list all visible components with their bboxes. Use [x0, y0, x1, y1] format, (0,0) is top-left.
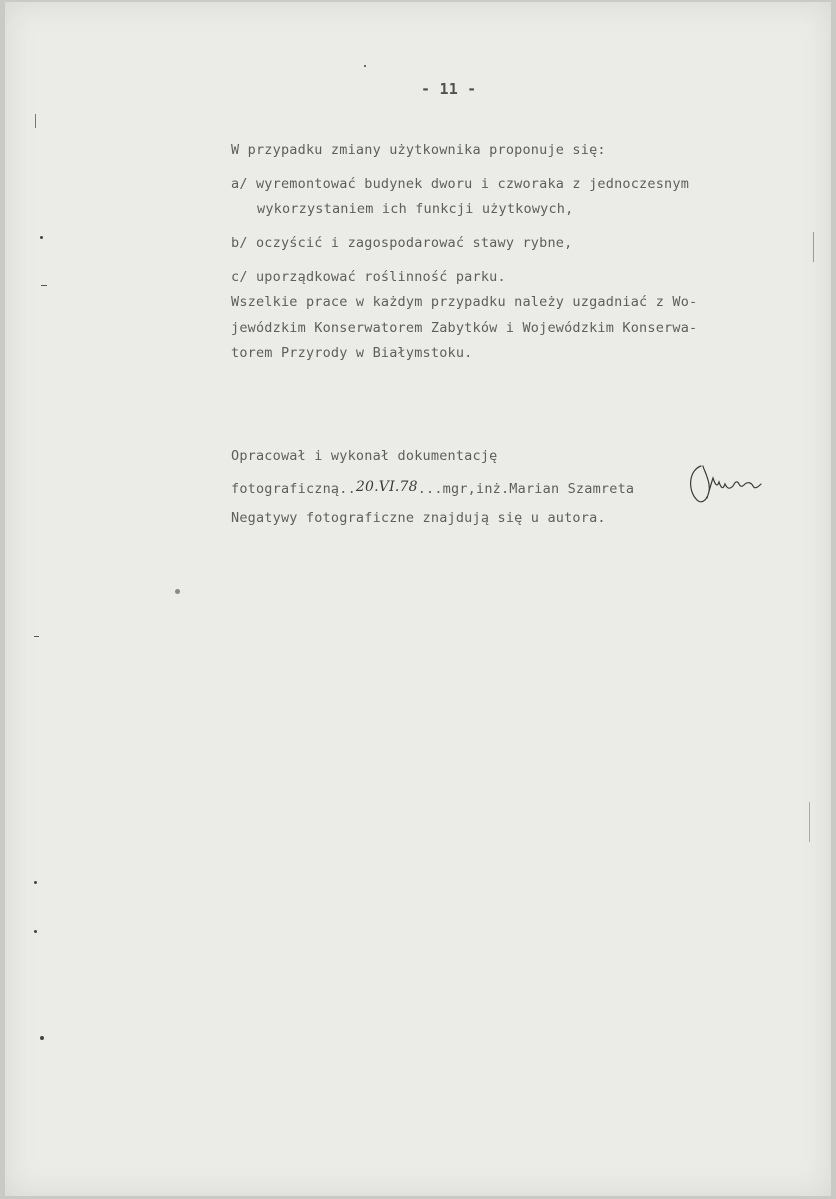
item-a-line1: a/ wyremontować budynek dworu i czworaka z jednoczesnym — [231, 176, 690, 192]
item-b-line: b/ oczyścić i zagospodarować stawy rybne, — [231, 235, 573, 251]
paper-spot — [175, 589, 180, 594]
paper-speck — [364, 65, 366, 67]
margin-dash — [41, 285, 47, 286]
author-line2-suffix: ...mgr,inż.Marian Szamreta — [417, 481, 635, 497]
handwritten-date: 20.VI.78 — [355, 479, 418, 495]
margin-dot — [34, 930, 37, 933]
edge-mark — [809, 802, 810, 842]
paragraph-line3: torem Przyrody w Białymstoku. — [231, 345, 473, 361]
item-c-line: c/ uporządkować roślinność parku. — [231, 269, 506, 285]
margin-dot — [40, 1036, 44, 1040]
intro-line: W przypadku zmiany użytkownika proponuje się: — [231, 142, 606, 158]
paragraph-line2: jewódzkim Konserwatorem Zabytków i Wojewódzkim Konserwa- — [231, 320, 698, 336]
margin-mark — [35, 114, 36, 128]
margin-dot — [34, 881, 37, 884]
margin-dot — [40, 236, 43, 239]
edge-mark — [813, 232, 814, 262]
page-number: - 11 - — [421, 80, 477, 98]
signature-mark — [681, 456, 771, 516]
author-line3: Negatywy fotograficzne znajdują się u autora. — [231, 510, 606, 526]
document-page — [5, 2, 831, 1196]
margin-dash — [34, 636, 39, 637]
author-line1: Opracował i wykonał dokumentację — [231, 448, 498, 464]
item-a-line2: wykorzystaniem ich funkcji użytkowych, — [257, 201, 574, 217]
author-line2-prefix: fotograficzną.. — [231, 481, 356, 497]
paragraph-line1: Wszelkie prace w każdym przypadku należy uzgadniać z Wo- — [231, 294, 698, 310]
signature — [681, 456, 771, 516]
author-line2 — [231, 479, 635, 497]
